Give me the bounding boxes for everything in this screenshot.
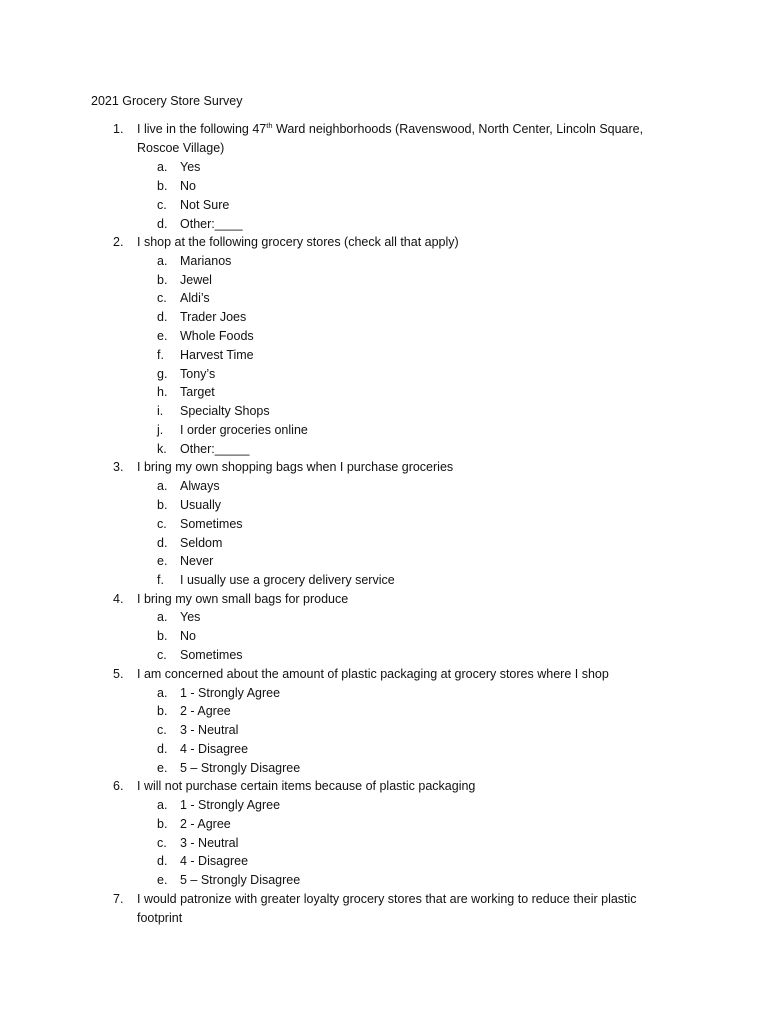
option-5a[interactable]: [157, 686, 280, 700]
question-number: 4.: [113, 592, 124, 606]
option-2b[interactable]: [157, 273, 212, 287]
option-3f[interactable]: [157, 573, 395, 587]
option-text: Tony’s: [180, 367, 216, 381]
option-letter: i.: [157, 404, 164, 418]
option-text: 3 - Neutral: [180, 723, 239, 737]
question-3: [113, 460, 453, 474]
option-1d[interactable]: [157, 217, 243, 231]
option-letter: a.: [157, 160, 168, 174]
option-letter: e.: [157, 873, 168, 887]
option-letter: c.: [157, 517, 167, 531]
survey-title: 2021 Grocery Store Survey: [91, 94, 243, 108]
option-letter: h.: [157, 385, 168, 399]
option-text: 1 - Strongly Agree: [180, 798, 281, 812]
option-6c[interactable]: [157, 836, 238, 850]
option-text: 2 - Agree: [180, 817, 231, 831]
question-2: [113, 235, 459, 249]
option-text: Sometimes: [180, 517, 243, 531]
option-letter: b.: [157, 498, 168, 512]
option-text: Other:_____: [180, 442, 250, 456]
question-text: [137, 122, 643, 136]
option-letter: d.: [157, 854, 168, 868]
option-letter: e.: [157, 761, 168, 775]
option-4a[interactable]: [157, 610, 200, 624]
option-4c[interactable]: [157, 648, 243, 662]
option-5b[interactable]: [157, 704, 231, 718]
option-1b[interactable]: [157, 179, 196, 193]
option-2i[interactable]: [157, 404, 270, 418]
option-text: 5 – Strongly Disagree: [180, 761, 301, 775]
option-text: 2 - Agree: [180, 704, 231, 718]
option-4b[interactable]: [157, 629, 196, 643]
option-letter: k.: [157, 442, 167, 456]
option-2c[interactable]: [157, 291, 210, 305]
option-letter: c.: [157, 836, 167, 850]
option-3a[interactable]: [157, 479, 220, 493]
option-5e[interactable]: [157, 761, 300, 775]
question-number: 6.: [113, 779, 124, 793]
question-7: [113, 892, 637, 906]
question-text: I bring my own small bags for produce: [137, 592, 349, 606]
option-6e[interactable]: [157, 873, 300, 887]
question-number: 5.: [113, 667, 124, 681]
option-letter: j.: [157, 423, 164, 437]
option-text: Specialty Shops: [180, 404, 270, 418]
option-letter: b.: [157, 704, 168, 718]
question-text-part: Ward neighborhoods (Ravenswood, North Center, Lincoln Square,: [272, 122, 644, 136]
question-1: [113, 122, 643, 136]
question-text: I would patronize with greater loyalty grocery stores that are working to reduce their plastic: [137, 892, 637, 906]
option-2a[interactable]: [157, 254, 231, 268]
option-letter: d.: [157, 217, 168, 231]
question-7-continuation: footprint: [137, 911, 183, 925]
option-text: 3 - Neutral: [180, 836, 239, 850]
question-1-continuation: Roscoe Village): [137, 141, 225, 155]
option-text: 5 – Strongly Disagree: [180, 873, 301, 887]
question-number: 1.: [113, 122, 124, 136]
question-text-part: I live in the following 47: [137, 122, 267, 136]
option-text: Sometimes: [180, 648, 243, 662]
question-text: I am concerned about the amount of plastic packaging at grocery stores where I shop: [137, 667, 609, 681]
option-text: Marianos: [180, 254, 232, 268]
question-text: I bring my own shopping bags when I purchase groceries: [137, 460, 454, 474]
question-number: 2.: [113, 235, 124, 249]
option-6d[interactable]: [157, 854, 248, 868]
option-letter: a.: [157, 254, 168, 268]
option-text: No: [180, 629, 196, 643]
option-text: Always: [180, 479, 220, 493]
option-letter: d.: [157, 742, 168, 756]
option-5c[interactable]: [157, 723, 238, 737]
option-letter: a.: [157, 610, 168, 624]
option-text: Trader Joes: [180, 310, 247, 324]
option-text: 4 - Disagree: [180, 742, 249, 756]
option-text: Yes: [180, 160, 201, 174]
option-3c[interactable]: [157, 517, 243, 531]
option-text: Harvest Time: [180, 348, 254, 362]
option-text: Not Sure: [180, 198, 230, 212]
option-letter: f.: [157, 348, 164, 362]
option-6a[interactable]: [157, 798, 280, 812]
option-3b[interactable]: [157, 498, 221, 512]
option-2e[interactable]: [157, 329, 254, 343]
option-2j[interactable]: [157, 423, 308, 437]
option-letter: d.: [157, 536, 168, 550]
option-text: 1 - Strongly Agree: [180, 686, 281, 700]
option-2k[interactable]: [157, 442, 250, 456]
option-text: Never: [180, 554, 214, 568]
option-text: 4 - Disagree: [180, 854, 249, 868]
option-letter: c.: [157, 291, 167, 305]
option-2h[interactable]: [157, 385, 215, 399]
option-text: Whole Foods: [180, 329, 254, 343]
question-5: [113, 667, 609, 681]
option-text: I usually use a grocery delivery service: [180, 573, 395, 587]
option-letter: g.: [157, 367, 168, 381]
option-letter: c.: [157, 648, 167, 662]
option-text: Yes: [180, 610, 201, 624]
option-letter: b.: [157, 629, 168, 643]
option-text: Seldom: [180, 536, 223, 550]
option-text: Target: [180, 385, 215, 399]
option-text: I order groceries online: [180, 423, 308, 437]
option-letter: a.: [157, 798, 168, 812]
option-3e[interactable]: [157, 554, 213, 568]
option-2d[interactable]: [157, 310, 246, 324]
option-text: Other:____: [180, 217, 243, 231]
option-2f[interactable]: [157, 348, 254, 362]
option-6b[interactable]: [157, 817, 231, 831]
option-letter: c.: [157, 723, 167, 737]
option-text: Aldi’s: [180, 291, 210, 305]
question-number: 3.: [113, 460, 124, 474]
option-letter: e.: [157, 554, 168, 568]
option-1a[interactable]: [157, 160, 200, 174]
question-text: I shop at the following grocery stores (check all that apply): [137, 235, 459, 249]
option-letter: c.: [157, 198, 167, 212]
option-letter: d.: [157, 310, 168, 324]
question-6: [113, 779, 475, 793]
option-letter: f.: [157, 573, 164, 587]
question-4: [113, 592, 348, 606]
question-number: 7.: [113, 892, 124, 906]
option-3d[interactable]: [157, 536, 222, 550]
option-letter: a.: [157, 686, 168, 700]
option-letter: e.: [157, 329, 168, 343]
option-text: Jewel: [180, 273, 212, 287]
question-text: I will not purchase certain items because of plastic packaging: [137, 779, 476, 793]
ordinal-superscript: th: [266, 120, 273, 130]
option-letter: a.: [157, 479, 168, 493]
option-2g[interactable]: [157, 367, 215, 381]
option-letter: b.: [157, 179, 168, 193]
option-letter: b.: [157, 817, 168, 831]
option-letter: b.: [157, 273, 168, 287]
option-5d[interactable]: [157, 742, 248, 756]
option-1c[interactable]: [157, 198, 229, 212]
option-text: No: [180, 179, 196, 193]
option-text: Usually: [180, 498, 221, 512]
